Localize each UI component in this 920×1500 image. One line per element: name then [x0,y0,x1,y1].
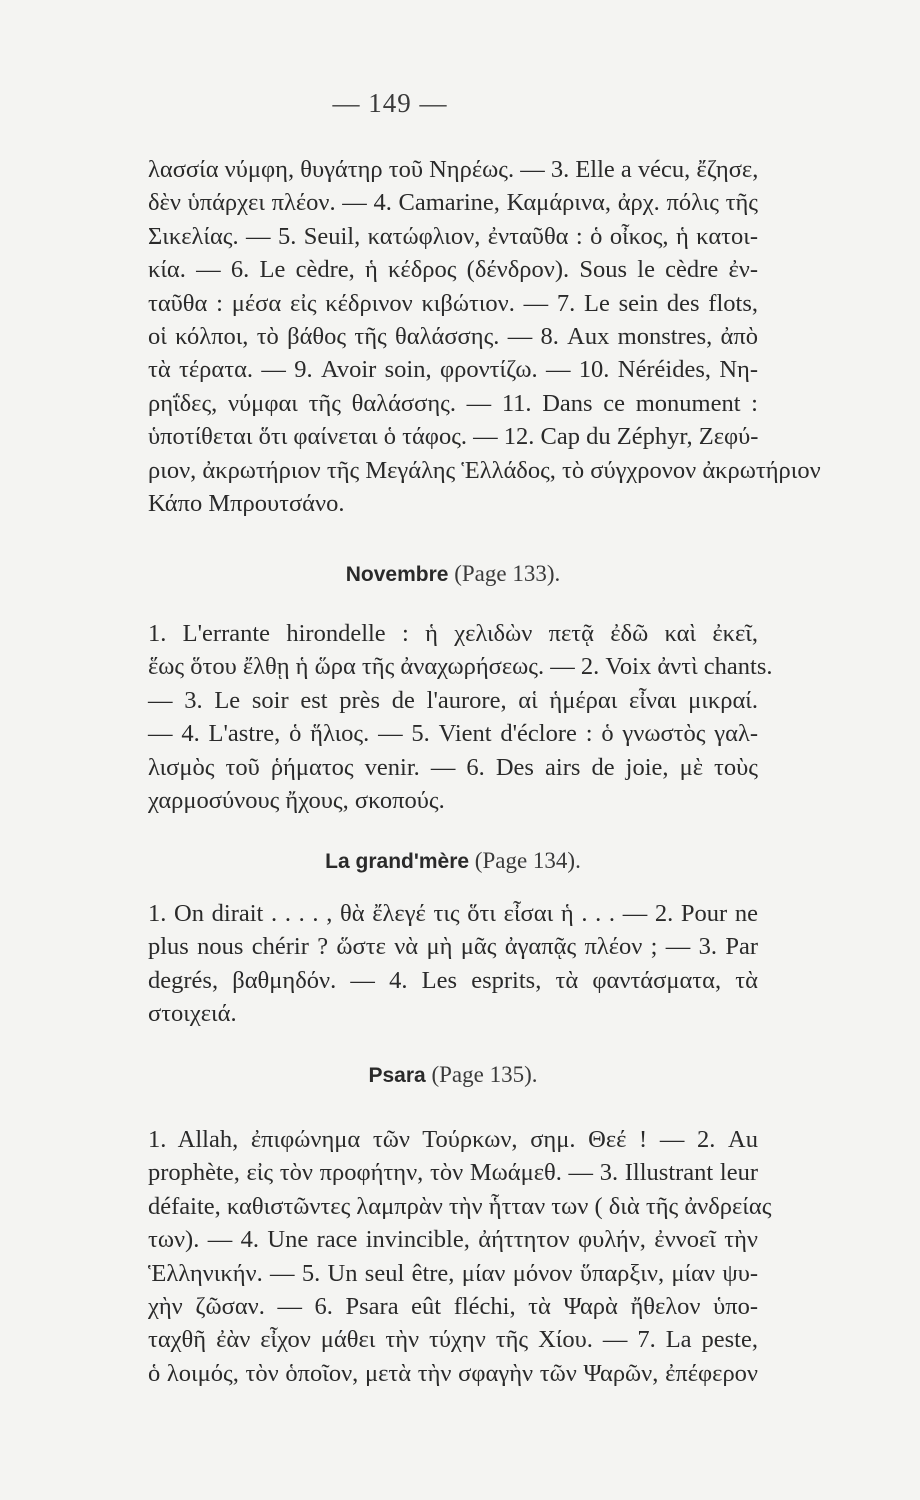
section-notes-novembre [148,617,773,817]
text-line: τὰ τέρατα. — 9. Avoir soin, φροντίζω. — 10. Néréides, Νη- [148,356,758,384]
text-line: degrés, βαθμηδόν. — 4. Les esprits, τὰ φαντάσματα, τὰ [148,966,758,994]
text-line: στοιχειά. [148,1000,237,1028]
text-line: λασσία νύμφη, θυγάτηρ τοῦ Νηρέως. — 3. Elle a vécu, ἔζησε, [148,156,759,183]
text-line: Κάπο Μπρουτσάνο. [148,489,345,517]
text-line: plus nous chérir ? ὥστε νὰ μὴ μᾶς ἀγαπᾷς πλέον ; — 3. Par [148,933,758,961]
text-line: 1. L'errante hirondelle : ἡ χελιδὼν πετᾷ ἐδῶ καὶ ἐκεῖ, [148,620,758,647]
section-notes-la-grand-mere [148,897,758,1031]
section-page-ref: (Page 135). [431,1062,538,1087]
text-line: prophète, εἰς τὸν προφήτην, τὸν Μωάμεθ. — 3. Illustrant leur [148,1159,758,1187]
text-line: κία. — 6. Le cèdre, ἡ κέδρος (δένδρον). Sous le cèdre ἐν- [148,256,758,284]
text-line: Σικελίας. — 5. Seuil, κατώφλιον, ἐνταῦθα : ὁ οἶκος, ἡ κατοι- [148,222,758,250]
section-heading-psara [0,1057,906,1093]
section-title: Psara [368,1064,426,1087]
text-line: — 4. L'astre, ὁ ἥλιος. — 5. Vient d'éclore : ὁ γνωστὸς γαλ- [148,720,758,748]
text-line: οἱ κόλποι, τὸ βάθος τῆς θαλάσσης. — 8. Aux monstres, ἀπὸ [148,322,758,350]
section-notes-psara [148,1123,772,1390]
text-line: — 3. Le soir est près de l'aurore, αἱ ἡμέραι εἶναι μικραί. [148,686,758,714]
text-line: ὁ λοιμός, τὸν ὁποῖον, μετὰ τὴν σφαγὴν τῶν Ψαρῶν, ἐπέφερον [148,1359,758,1387]
text-line: δὲν ὑπάρχει πλέον. — 4. Camarine, Καμάρινα, ἀρχ. πόλις τῆς [148,189,758,217]
text-line: ταῦθα : μέσα εἰς κέδρινον κιβώτιον. — 7. Le sein des flots, [148,289,758,317]
text-line: 1. On dirait . . . . , θὰ ἔλεγέ τις ὅτι εἶσαι ἡ . . . — 2. Pour ne [148,900,758,927]
text-line: των). — 4. Une race invincible, ἀήττητον φυλήν, ἐννοεῖ τὴν [148,1226,758,1254]
text-line: λισμὸς τοῦ ῥήματος venir. — 6. Des airs de joie, μὲ τοὺς [148,753,758,781]
page-number: — 149 — [332,88,448,118]
text-line: ταχθῆ ἐὰν εἶχον μάθει τὴν τύχην τῆς Χίου. — 7. La peste, [148,1326,758,1354]
section-title: La grand'mère [325,850,470,873]
text-line: Ἑλληνικήν. — 5. Un seul être, μίαν μόνον ὕπαρξιν, μίαν ψυ- [148,1259,758,1287]
text-line: χαρμοσύνους ἤχους, σκοπούς. [148,786,445,814]
section-page-ref: (Page 133). [454,561,561,586]
text-line: ριον, ἀκρωτήριον τῆς Μεγάλης Ἑλλάδος, τὸ σύγχρονον ἀκρωτήριον [148,456,821,484]
text-line: défaite, καθιστῶντες λαμπρὰν τὴν ἧτταν των ( διὰ τῆς ἀνδρείας [148,1192,772,1220]
section-title: Novembre [345,563,449,586]
intro-notes [148,153,821,520]
text-line: ρηΐδες, νύμφαι τῆς θαλάσσης. — 11. Dans ce monument : [148,389,758,417]
section-page-ref: (Page 134). [474,848,581,873]
section-heading-la-grand-mere [0,843,906,879]
text-line: 1. Allah, ἐπιφώνημα τῶν Τούρκων, σημ. Θεέ ! — 2. Au [148,1126,758,1153]
text-line: ὑποτίθεται ὅτι φαίνεται ὁ τάφος. — 12. Cap du Zéphyr, Ζεφύ- [148,423,759,451]
text-line: ἕως ὅτου ἔλθῃ ἡ ὥρα τῆς ἀναχωρήσεως. — 2. Voix ἀντὶ chants. [148,653,773,681]
text-line: χὴν ζῶσαν. — 6. Psara eût fléchi, τὰ Ψαρὰ ἤθελον ὑπο- [148,1292,758,1320]
section-heading-novembre [0,556,906,592]
